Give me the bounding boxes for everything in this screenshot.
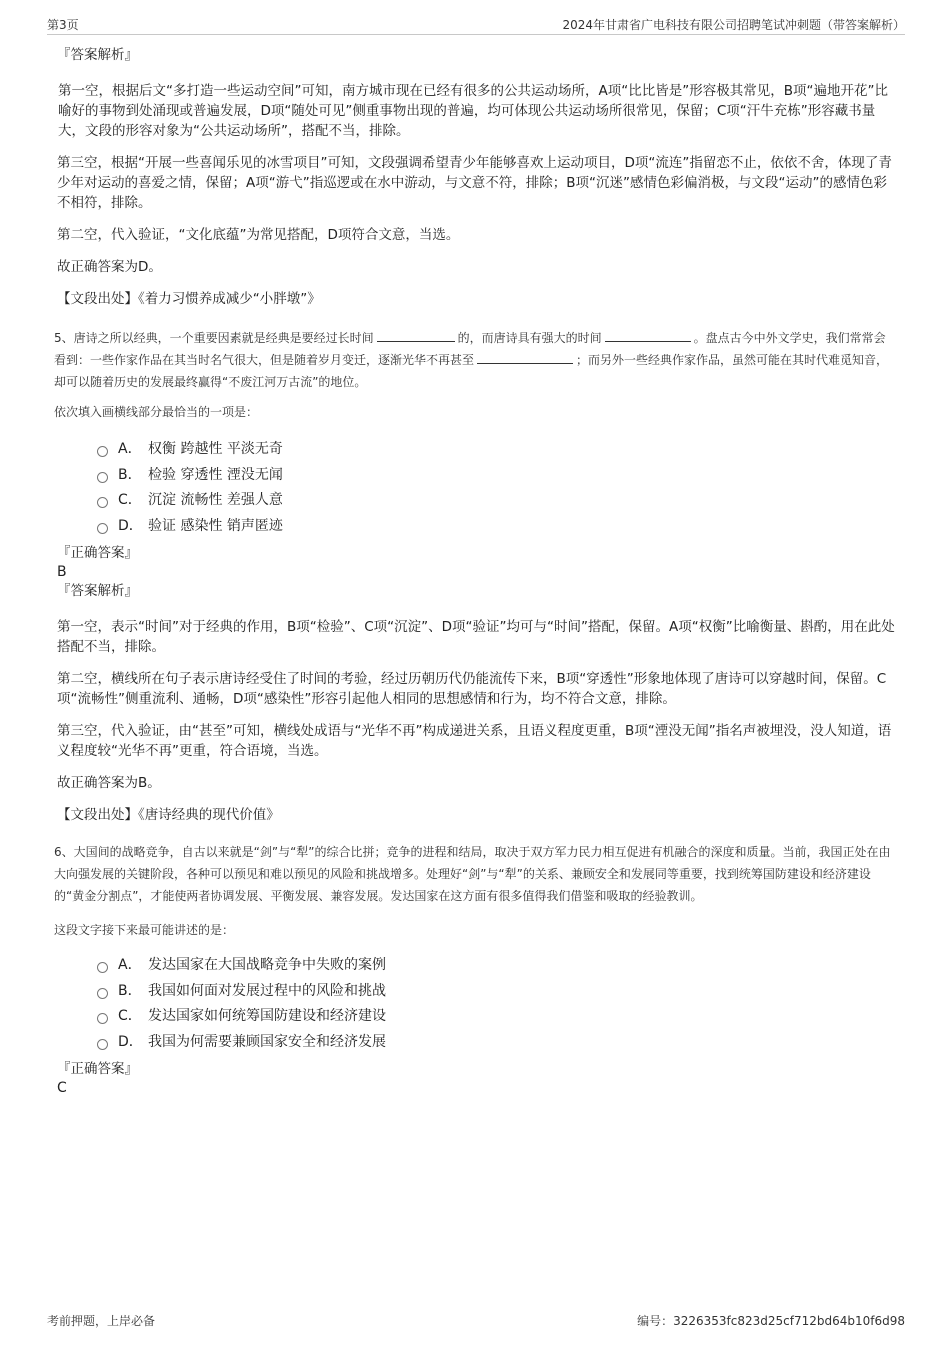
answer-blank (477, 351, 573, 364)
question-prompt: 依次填入画横线部分最恰当的一项是： (54, 405, 259, 419)
question-prompt: 这段文字接下来最可能讲述的是： (54, 923, 235, 937)
correct-answer: B (57, 564, 67, 580)
option-d[interactable]: D． 验证 感染性 销声匿迹 (97, 514, 897, 540)
correct-answer: C (57, 1080, 67, 1096)
radio-icon[interactable] (97, 497, 108, 508)
question-text: 5、唐诗之所以经典，一个重要因素就是经典是要经过长时间 的，而唐诗具有强大的时间 。盘点古今中外文学史，我们常常会看到：一些作家作品在其当时名气很大，但是随着岁月变迁，逐渐光华不再甚至 ；而另外一些经典作家作品，虽然可能在其时代难觅知音，却可以随着历史的发展最终赢得“不废江河万古流”的地位。 (54, 331, 889, 389)
question-5 (54, 327, 897, 825)
analysis-paragraph: 第一空，根据后文“多打造一些运动空间”可知，南方城市现在已经有很多的公共运动场所，A项“比比皆是”形容极其常见，B项“遍地开花”比喻好的事物到处涌现或普遍发展，D项“随处可见”侧重事物出现的普遍，均可体现公共运动场所很常见，保留；C项“汗牛充栋”形容藏书量大，文段的形容对象为“公共运动场所”，搭配不当，排除。 (58, 83, 888, 139)
radio-icon[interactable] (97, 962, 108, 973)
analysis-paragraph: 故正确答案为B。 (57, 775, 161, 791)
analysis-paragraph: 第一空，表示“时间”对于经典的作用，B项“检验”、C项“沉淀”、D项“验证”均可与“时间”搭配，保留。A项“权衡”比喻衡量、斟酌，用在此处搭配不当，排除。 (57, 619, 895, 655)
footer-slogan: 考前押题，上岸必备 (47, 1314, 156, 1328)
option-a[interactable]: A． 权衡 跨越性 平淡无奇 (97, 437, 897, 463)
question-6 (54, 841, 897, 1097)
radio-icon[interactable] (97, 1039, 108, 1050)
q4-analysis (57, 45, 897, 309)
page-header (47, 14, 905, 35)
option-list (97, 953, 897, 1055)
page-footer (47, 1312, 905, 1330)
passage-source: 【文段出处】《着力习惯养成减少“小胖墩”》 (57, 291, 321, 307)
analysis-label: 『答案解析』 (57, 583, 138, 599)
analysis-paragraph: 故正确答案为D。 (57, 259, 162, 275)
radio-icon[interactable] (97, 1013, 108, 1024)
radio-icon[interactable] (97, 988, 108, 999)
answer-blank (377, 329, 455, 342)
answer-label: 『正确答案』 (57, 1061, 138, 1077)
option-b[interactable]: B． 检验 穿透性 湮没无闻 (97, 463, 897, 489)
document-id: 编号：3226353fc823d25cf712bd64b10f6d98 (637, 1314, 905, 1328)
option-b[interactable]: B． 我国如何面对发展过程中的风险和挑战 (97, 979, 897, 1005)
answer-label: 『正确答案』 (57, 545, 138, 561)
passage-source: 【文段出处】《唐诗经典的现代价值》 (57, 807, 280, 823)
radio-icon[interactable] (97, 472, 108, 483)
radio-icon[interactable] (97, 446, 108, 457)
question-text: 6、大国间的战略竞争，自古以来就是“剑”与“犁”的综合比拼；竞争的进程和结局，取决于双方军力民力相互促进有机融合的深度和质量。当前，我国正处在由大向强发展的关键阶段，各种可以预见和难以预见的风险和挑战增多。处理好“剑”与“犁”的关系、兼顾安全和发展同等重要，找到统筹国防建设和经济建设的“黄金分割点”，才能使两者协调发展、平衡发展、兼容发展。发达国家在这方面有很多值得我们借鉴和吸取的经验教训。 (54, 845, 891, 903)
document-title: 2024年甘肃省广电科技有限公司招聘笔试冲刺题（带答案解析） (562, 18, 905, 32)
analysis-paragraph: 第二空，横线所在句子表示唐诗经受住了时间的考验，经过历朝历代仍能流传下来，B项“穿透性”形象地体现了唐诗可以穿越时间，保留。C项“流畅性”侧重流利、通畅，D项“感染性”形容引起他人相同的思想感情和行为，均不符合文意，排除。 (57, 671, 887, 707)
option-c[interactable]: C． 沉淀 流畅性 差强人意 (97, 488, 897, 514)
analysis-paragraph: 第二空，代入验证，“文化底蕴”为常见搭配，D项符合文意，当选。 (57, 227, 460, 243)
page-number: 第3页 (47, 18, 79, 32)
analysis-label: 『答案解析』 (57, 47, 138, 63)
answer-blank (605, 329, 691, 342)
option-list (97, 437, 897, 539)
option-c[interactable]: C． 发达国家如何统筹国防建设和经济建设 (97, 1004, 897, 1030)
radio-icon[interactable] (97, 523, 108, 534)
analysis-paragraph: 第三空，代入验证，由“甚至”可知，横线处成语与“光华不再”构成递进关系，且语义程度更重，B项“湮没无闻”指名声被埋没，没人知道，语义程度较“光华不再”更重，符合语境，当选。 (57, 723, 892, 759)
page-content (54, 45, 897, 1097)
option-d[interactable]: D． 我国为何需要兼顾国家安全和经济发展 (97, 1030, 897, 1056)
analysis-paragraph: 第三空，根据“开展一些喜闻乐见的冰雪项目”可知，文段强调希望青少年能够喜欢上运动项目，D项“流连”指留恋不止，依依不舍，体现了青少年对运动的喜爱之情，保留；A项“游弋”指巡逻或在水中游动，与文意不符，排除；B项“沉迷”感情色彩偏消极，与文段“运动”的感情色彩不相符，排除。 (57, 155, 892, 211)
option-a[interactable]: A． 发达国家在大国战略竞争中失败的案例 (97, 953, 897, 979)
